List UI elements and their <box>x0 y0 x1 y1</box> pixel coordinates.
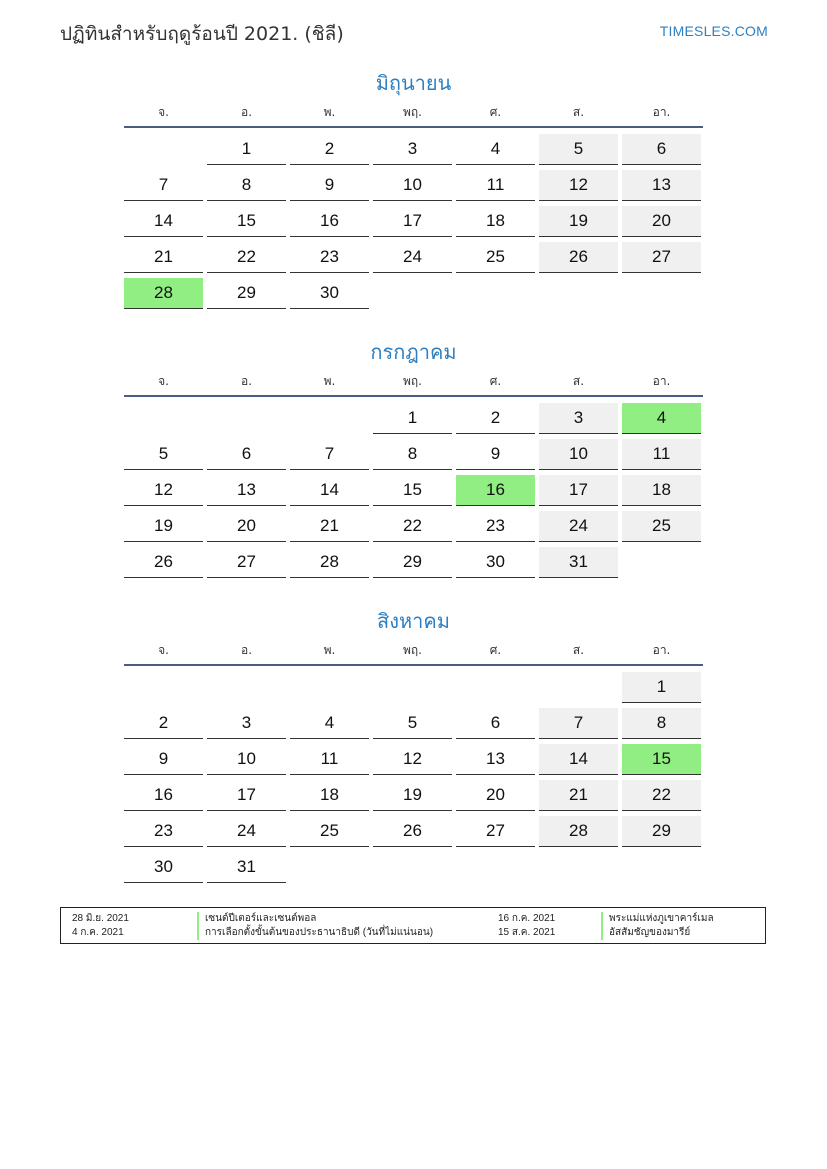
weekday-label: จ. <box>158 374 169 388</box>
weekday-label: ศ. <box>489 374 502 388</box>
day-cell: 3 <box>539 403 618 434</box>
day-cell: 20 <box>622 206 701 237</box>
day-cell: 19 <box>373 780 452 811</box>
day-cell: 12 <box>124 475 203 506</box>
weekday-label: จ. <box>158 105 169 119</box>
day-cell: 15 <box>207 206 286 237</box>
day-grid <box>124 401 703 581</box>
day-cell: 16 <box>456 475 535 506</box>
day-cell: 25 <box>456 242 535 273</box>
day-cell: 22 <box>373 511 452 542</box>
empty-day-cell <box>622 278 701 308</box>
day-cell: 17 <box>207 780 286 811</box>
day-cell: 25 <box>622 511 701 542</box>
day-cell: 11 <box>622 439 701 470</box>
holiday-legend <box>60 907 766 944</box>
day-cell: 12 <box>539 170 618 201</box>
empty-day-cell <box>456 852 535 882</box>
day-cell: 26 <box>373 816 452 847</box>
weekday-label: อ. <box>240 105 253 119</box>
empty-day-cell <box>456 278 535 308</box>
weekday-label: พฤ. <box>403 374 422 388</box>
weekday-label: อา. <box>652 105 671 119</box>
day-cell: 14 <box>290 475 369 506</box>
empty-day-cell <box>539 672 618 702</box>
day-cell: 18 <box>456 206 535 237</box>
day-cell: 8 <box>207 170 286 201</box>
day-cell: 22 <box>622 780 701 811</box>
week-row <box>124 473 703 509</box>
day-cell: 11 <box>456 170 535 201</box>
day-cell: 8 <box>373 439 452 470</box>
day-cell: 26 <box>124 547 203 578</box>
legend-holiday-name: อัสสัมชัญของมารีย์ <box>601 926 690 940</box>
legend-date: 16 ก.ค. 2021 <box>498 913 556 924</box>
day-cell: 6 <box>622 134 701 165</box>
week-row <box>124 276 703 312</box>
empty-day-cell <box>622 852 701 882</box>
day-cell: 27 <box>207 547 286 578</box>
empty-day-cell <box>539 852 618 882</box>
empty-day-cell <box>124 134 203 164</box>
day-cell: 13 <box>622 170 701 201</box>
day-cell: 24 <box>207 816 286 847</box>
day-cell: 1 <box>373 403 452 434</box>
empty-day-cell <box>207 672 286 702</box>
weekday-header <box>124 640 703 666</box>
day-cell: 29 <box>207 278 286 309</box>
day-cell: 9 <box>124 744 203 775</box>
day-cell: 20 <box>207 511 286 542</box>
month-title: กรกฎาคม <box>370 340 457 364</box>
day-grid <box>124 132 703 312</box>
day-cell: 28 <box>539 816 618 847</box>
day-cell: 4 <box>456 134 535 165</box>
week-row <box>124 778 703 814</box>
empty-day-cell <box>124 672 203 702</box>
day-cell: 13 <box>207 475 286 506</box>
day-cell: 8 <box>622 708 701 739</box>
day-cell: 5 <box>539 134 618 165</box>
day-cell: 28 <box>290 547 369 578</box>
weekday-label: จ. <box>158 643 169 657</box>
day-cell: 10 <box>539 439 618 470</box>
month-calendar <box>124 606 703 886</box>
weekday-label: พ. <box>323 374 336 388</box>
empty-day-cell <box>373 852 452 882</box>
day-cell: 15 <box>622 744 701 775</box>
day-cell: 19 <box>124 511 203 542</box>
day-cell: 29 <box>622 816 701 847</box>
day-cell: 25 <box>290 816 369 847</box>
day-cell: 2 <box>290 134 369 165</box>
month-calendar <box>124 68 703 312</box>
day-cell: 19 <box>539 206 618 237</box>
empty-day-cell <box>124 403 203 433</box>
day-cell: 23 <box>290 242 369 273</box>
day-cell: 13 <box>456 744 535 775</box>
weekday-label: ส. <box>572 105 585 119</box>
day-cell: 1 <box>622 672 701 703</box>
empty-day-cell <box>622 547 701 577</box>
weekday-label: อ. <box>240 374 253 388</box>
page-title: ปฏิทินสำหรับฤดูร้อนปี 2021. (ชิลี) <box>60 23 344 45</box>
day-cell: 18 <box>622 475 701 506</box>
weekday-label: อา. <box>652 643 671 657</box>
day-cell: 21 <box>290 511 369 542</box>
day-cell: 7 <box>124 170 203 201</box>
day-cell: 14 <box>124 206 203 237</box>
day-cell: 16 <box>124 780 203 811</box>
weekday-header <box>124 102 703 128</box>
empty-day-cell <box>207 403 286 433</box>
empty-day-cell <box>373 672 452 702</box>
day-cell: 31 <box>539 547 618 578</box>
weekday-label: พฤ. <box>403 105 422 119</box>
legend-date: 4 ก.ค. 2021 <box>72 927 124 938</box>
day-cell: 15 <box>373 475 452 506</box>
week-row <box>124 240 703 276</box>
weekday-label: ศ. <box>489 643 502 657</box>
day-cell: 29 <box>373 547 452 578</box>
day-cell: 23 <box>124 816 203 847</box>
day-cell: 4 <box>290 708 369 739</box>
day-cell: 11 <box>290 744 369 775</box>
month-calendar <box>124 337 703 581</box>
day-cell: 31 <box>207 852 286 883</box>
day-cell: 6 <box>207 439 286 470</box>
day-cell: 6 <box>456 708 535 739</box>
week-row <box>124 814 703 850</box>
day-cell: 7 <box>539 708 618 739</box>
day-cell: 7 <box>290 439 369 470</box>
day-cell: 22 <box>207 242 286 273</box>
day-cell: 30 <box>124 852 203 883</box>
weekday-label: พฤ. <box>403 643 422 657</box>
week-row <box>124 742 703 778</box>
month-title: สิงหาคม <box>377 609 450 633</box>
day-cell: 21 <box>539 780 618 811</box>
day-cell: 24 <box>373 242 452 273</box>
empty-day-cell <box>290 403 369 433</box>
day-cell: 4 <box>622 403 701 434</box>
week-row <box>124 204 703 240</box>
legend-holiday-name: พระแม่แห่งภูเขาคาร์เมล <box>601 912 714 926</box>
week-row <box>124 401 703 437</box>
weekday-label: ส. <box>572 643 585 657</box>
day-cell: 9 <box>290 170 369 201</box>
day-cell: 5 <box>373 708 452 739</box>
empty-day-cell <box>456 672 535 702</box>
weekday-header <box>124 371 703 397</box>
day-cell: 20 <box>456 780 535 811</box>
month-title: มิถุนายน <box>375 71 452 95</box>
day-cell: 10 <box>373 170 452 201</box>
day-cell: 24 <box>539 511 618 542</box>
weekday-label: พ. <box>323 105 336 119</box>
day-cell: 30 <box>290 278 369 309</box>
legend-holiday-name: เซนต์ปีเตอร์และเซนต์พอล <box>197 912 316 926</box>
day-cell: 21 <box>124 242 203 273</box>
legend-date: 28 มิ.ย. 2021 <box>72 913 129 924</box>
legend-date: 15 ส.ค. 2021 <box>498 927 556 938</box>
weekday-label: ส. <box>572 374 585 388</box>
day-cell: 3 <box>373 134 452 165</box>
day-cell: 23 <box>456 511 535 542</box>
empty-day-cell <box>373 278 452 308</box>
day-cell: 27 <box>456 816 535 847</box>
day-cell: 26 <box>539 242 618 273</box>
empty-day-cell <box>539 278 618 308</box>
day-cell: 10 <box>207 744 286 775</box>
empty-day-cell <box>290 852 369 882</box>
day-cell: 12 <box>373 744 452 775</box>
weekday-label: พ. <box>323 643 336 657</box>
day-cell: 3 <box>207 708 286 739</box>
empty-day-cell <box>290 672 369 702</box>
day-cell: 28 <box>124 278 203 309</box>
weekday-label: อ. <box>240 643 253 657</box>
day-cell: 1 <box>207 134 286 165</box>
week-row <box>124 168 703 204</box>
day-cell: 17 <box>539 475 618 506</box>
week-row <box>124 706 703 742</box>
day-cell: 2 <box>456 403 535 434</box>
week-row <box>124 545 703 581</box>
weekday-label: อา. <box>652 374 671 388</box>
legend-holiday-name: การเลือกตั้งขั้นต้นของประธานาธิบดี (วันที่ไม่แน่นอน) <box>197 926 433 940</box>
weekday-label: ศ. <box>489 105 502 119</box>
day-cell: 16 <box>290 206 369 237</box>
week-row <box>124 437 703 473</box>
day-cell: 18 <box>290 780 369 811</box>
day-cell: 2 <box>124 708 203 739</box>
week-row <box>124 850 703 886</box>
week-row <box>124 509 703 545</box>
day-cell: 17 <box>373 206 452 237</box>
day-cell: 27 <box>622 242 701 273</box>
week-row <box>124 670 703 706</box>
day-cell: 30 <box>456 547 535 578</box>
day-cell: 5 <box>124 439 203 470</box>
week-row <box>124 132 703 168</box>
site-link[interactable]: TIMESLES.COM <box>659 23 768 39</box>
day-grid <box>124 670 703 886</box>
day-cell: 9 <box>456 439 535 470</box>
day-cell: 14 <box>539 744 618 775</box>
